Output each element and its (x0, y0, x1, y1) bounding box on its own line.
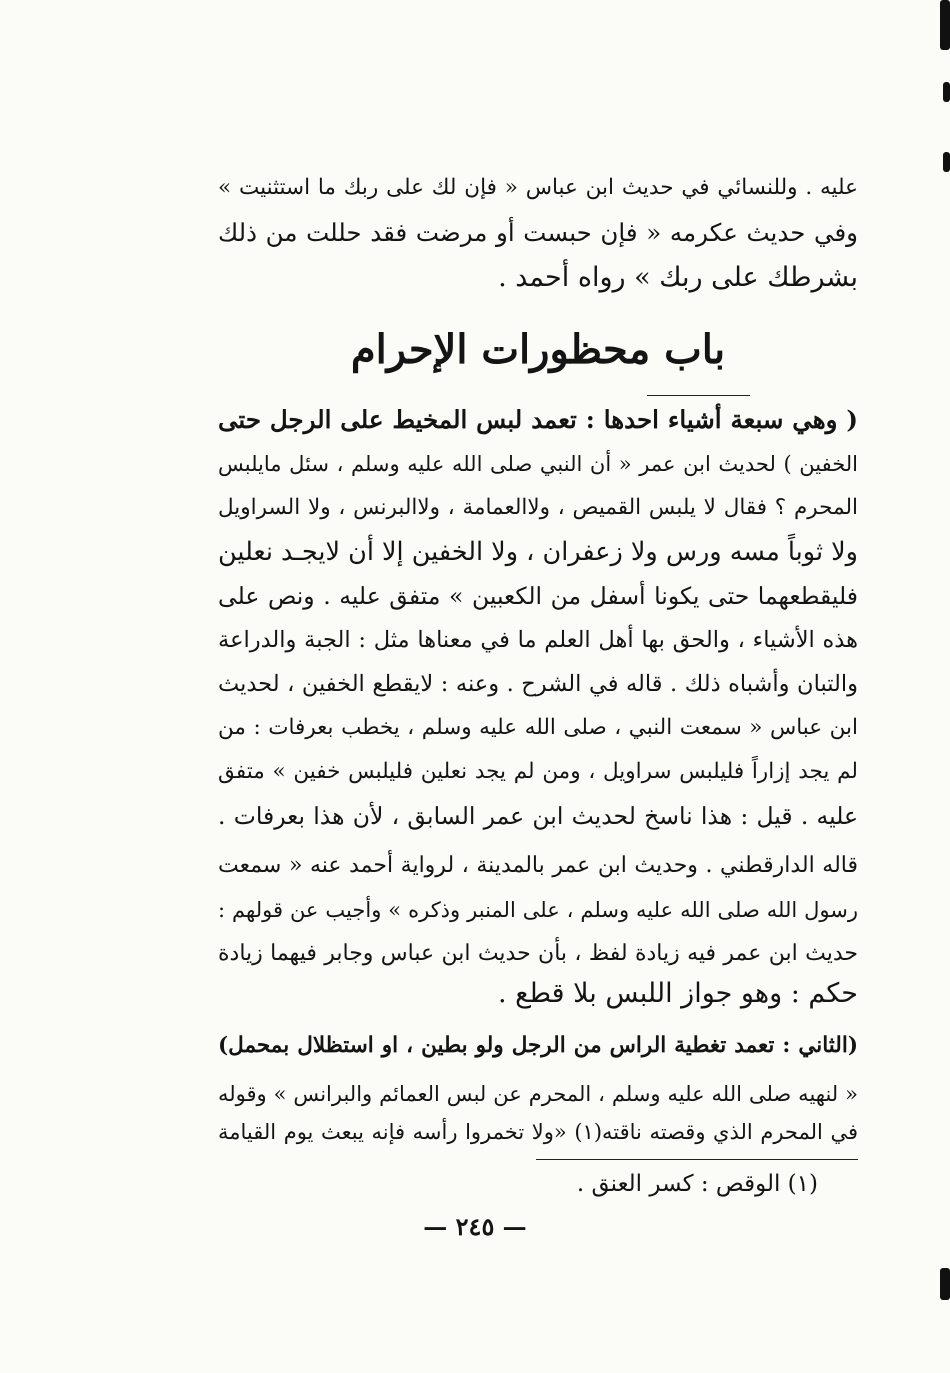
text-line: قاله الدارقطني . وحديث ابن عمر بالمدينة ، لرواية أحمد عنه « سمعت (218, 853, 858, 878)
scan-edge-mark (940, 0, 950, 50)
text-line: ولا ثوباً مسه ورس ولا زعفران ، ولا الخفين إلا أن لايجـد نعلين (217, 537, 858, 567)
text-line: المحرم ؟ فقال لا يلبس القميص ، ولاالعمامة ، ولاالبرنس ، ولا السراويل (218, 495, 858, 520)
text-line: ( وهي سبعة أشياء احدها : تعمد لبس المخيط على الرجل حتى (218, 405, 858, 434)
text-line: فليقطعهما حتى يكونا أسفل من الكعبين » متفق عليه . ونص على (218, 582, 858, 610)
scan-edge-mark (943, 152, 950, 172)
text-line: والتبان وأشباه ذلك . قاله في الشرح . وعنه : لايقطع الخفين ، لحديث (218, 671, 858, 697)
text-line: هذه الأشياء ، والحق بها أهل العلم ما في معناها مثل : الجبة والدراعة (218, 627, 858, 653)
text-line: في المحرم الذي وقصته ناقته(١) «ولا تخمروا رأسه فإنه يبعث يوم القيامة (218, 1120, 858, 1144)
text-line: وفي حديث عكرمه « فإن حبست أو مرضت فقد حللت من ذلك (218, 218, 858, 247)
scan-edge-mark (943, 82, 950, 102)
chapter-title: باب محظورات الإحرام (350, 326, 726, 373)
text-line: عليه . قيل : هذا ناسخ لحديث ابن عمر السابق ، لأن هذا بعرفات . (218, 802, 858, 830)
text-line: رسول الله صلى الله عليه وسلم ، على المنبر وذكره » وأجيب عن قولهم : (218, 898, 858, 922)
page-number: — ٢٤٥ — (423, 1212, 527, 1241)
text-line: عليه . وللنسائي في حديث ابن عباس « فإن لك على ربك ما استثنيت » (218, 175, 858, 200)
text-line: « لنهيه صلى الله عليه وسلم ، المحرم عن لبس العمائم والبرانس » وقوله (218, 1082, 858, 1106)
scan-edge-mark (940, 1268, 950, 1300)
text-line: حديث ابن عمر فيه زيادة لفظ ، بأن حديث ابن عباس وجابر فيهما زيادة (218, 941, 858, 966)
text-line: بشرطك على ربك » رواه أحمد . (498, 262, 858, 293)
text-line: ابن عباس « سمعت النبي ، صلى الله عليه وسلم ، يخطب بعرفات : من (218, 715, 858, 740)
text-line: حكم : وهو جواز اللبس بلا قطع . (497, 978, 858, 1009)
text-line: لم يجد إزاراً فليلبس سراويل ، ومن لم يجد نعلين فليلبس خفين » متفق (218, 759, 858, 784)
title-underline (647, 395, 750, 396)
text-line: الخفين ) لحديث ابن عمر « أن النبي صلى الله عليه وسلم ، سئل مايلبس (218, 452, 858, 476)
footnote: (١) الوقص : كسر العنق . (576, 1171, 818, 1197)
text-line: (الثاني : تعمد تغطية الراس من الرجل ولو بطين ، او استظلال بمحمل) (218, 1033, 858, 1058)
footnote-divider (536, 1159, 858, 1160)
